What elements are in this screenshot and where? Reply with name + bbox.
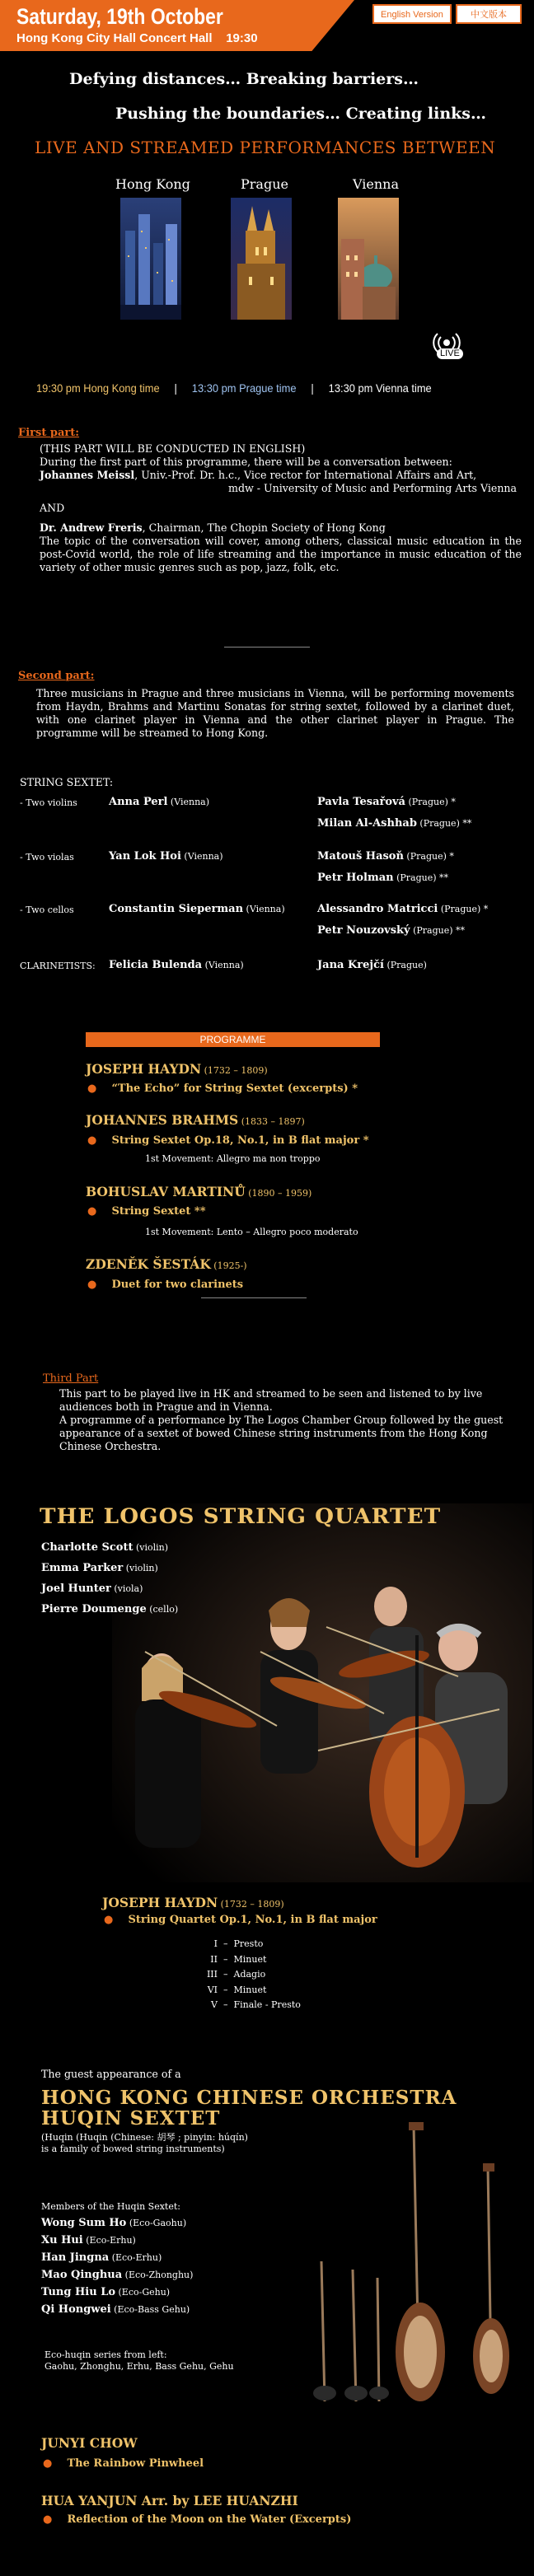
huqin-instruments-image xyxy=(280,2117,519,2422)
movement-name: Finale - Presto xyxy=(233,1999,301,2010)
programme-work-brahms xyxy=(87,1134,369,1148)
vienna-cellist-city: (Vienna) xyxy=(243,904,285,914)
programme-work-sestak xyxy=(87,1278,243,1293)
movement-row xyxy=(190,1998,301,2013)
vienna-violist-city: (Vienna) xyxy=(180,851,223,862)
prague-violist-1-name: Matouš Hasoň xyxy=(317,850,404,863)
prague-violinist-1-name: Pavla Tesařová xyxy=(317,796,405,808)
time-hong-kong: 19:30 pm Hong Kong time xyxy=(36,381,160,395)
and-label: AND xyxy=(40,502,65,514)
concert-venue xyxy=(16,30,258,47)
huqin-desc-1: (Huqin (Huqin (Chinese: 胡琴 ; pinyin: húqín) xyxy=(41,2132,248,2143)
vienna-violinist xyxy=(109,795,209,810)
tagline-1: Defying distances… Breaking barriers… xyxy=(69,70,419,88)
movement-dash: – xyxy=(223,1984,228,1995)
huqin-member xyxy=(41,2284,193,2301)
work-title: String Sextet ** xyxy=(111,1205,206,1218)
prague-cellist-1-city: (Prague) * xyxy=(438,904,489,914)
prague-clarinetist xyxy=(317,958,427,973)
huqin-members-label: Members of the Huqin Sextet: xyxy=(41,2201,180,2212)
prague-violinist-2-city: (Prague) ** xyxy=(416,818,472,829)
second-part-body: Three musicians in Prague and three musicians in Vienna, will be performing movements from Haydn, Brahms and Martinu Sonatas for string sextet, followed by a clarinet duet, with one clarinet player in Vienna and the other clarinet player in Prague. The programme will be streamed to Hong Kong. xyxy=(36,687,514,739)
composer-name: JOSEPH HAYDN xyxy=(86,1061,202,1077)
prague-cellist-1-name: Alessandro Matricci xyxy=(317,903,438,915)
huqin-piece-1-composer: JUNYI CHOW xyxy=(41,2435,138,2451)
movement-number: VI xyxy=(207,1984,218,1995)
vienna-violinist-name: Anna Perl xyxy=(109,796,168,808)
speaker-meissl-affiliation: mdw - University of Music and Performing Arts Vienna xyxy=(228,482,518,494)
huqin-member xyxy=(41,2232,193,2249)
bullet-icon: ● xyxy=(104,1914,114,1926)
prague-violist-1 xyxy=(317,849,454,864)
bullet-icon: ● xyxy=(87,1205,97,1218)
movement-name: Presto xyxy=(233,1938,264,1949)
member-instrument: (Eco-Zhonghu) xyxy=(122,2270,194,2280)
member-name: Charlotte Scott xyxy=(41,1541,134,1554)
prague-clarinetist-city: (Prague) xyxy=(383,960,427,970)
time-separator: | xyxy=(311,381,314,395)
vienna-violist-name: Yan Lok Hoi xyxy=(109,850,181,863)
member-name: Joel Hunter xyxy=(41,1583,111,1595)
movement-row xyxy=(190,1967,301,1983)
chinese-version-button[interactable]: 中文版本 xyxy=(456,4,522,24)
programme-work-martinu xyxy=(87,1204,206,1219)
huqin-title-line2: HUQIN SEXTET xyxy=(41,2107,221,2130)
huqin-series xyxy=(44,2349,234,2373)
vienna-dome-image xyxy=(338,198,399,320)
guest-intro: The guest appearance of a xyxy=(41,2068,181,2080)
composer-dates: (1732 – 1809) xyxy=(201,1065,268,1076)
huqin-piece-2-composer: HUA YANJUN Arr. by LEE HUANZHI xyxy=(41,2493,298,2508)
movement-name: Adagio xyxy=(233,1969,266,1980)
logos-member xyxy=(41,1537,178,1558)
huqin-series-1: Eco-huqin series from left: xyxy=(44,2349,167,2360)
prague-violist-1-city: (Prague) * xyxy=(403,851,454,862)
member-name: Emma Parker xyxy=(41,1562,124,1574)
prague-cathedral-image xyxy=(231,198,292,320)
concert-date: Saturday, 19th October xyxy=(16,4,223,29)
programme-composer-martinu xyxy=(86,1184,312,1201)
member-instrument: (viola) xyxy=(110,1583,143,1594)
huqin-piece-2-work xyxy=(43,2513,351,2527)
prague-cellist-1 xyxy=(317,902,488,917)
prague-violinist-2-name: Milan Al-Ashhab xyxy=(317,817,417,830)
movement-dash: – xyxy=(223,1999,228,2010)
prague-clarinetist-name: Jana Krejčí xyxy=(317,959,384,971)
programme-composer-sestak xyxy=(86,1256,247,1274)
huqin-member xyxy=(41,2266,193,2284)
huqin-series-2: Gaohu, Zhonghu, Erhu, Bass Gehu, Gehu xyxy=(44,2361,234,2372)
work-title: String Quartet Op.1, No.1, in B flat major xyxy=(128,1914,377,1926)
bullet-icon: ● xyxy=(43,2457,53,2470)
composer-name: JOSEPH HAYDN xyxy=(102,1895,218,1910)
bullet-icon: ● xyxy=(87,1082,97,1095)
movement-row xyxy=(190,1952,301,1968)
huqin-desc-2: is a family of bowed string instruments) xyxy=(41,2144,225,2154)
movement-number: V xyxy=(211,1999,218,2010)
movement-name: Minuet xyxy=(233,1984,267,1995)
role-violas: - Two violas xyxy=(20,852,74,863)
logos-member xyxy=(41,1599,178,1620)
prague-violist-2-name: Petr Holman xyxy=(317,872,394,884)
third-part-body xyxy=(59,1387,504,1453)
city-hong-kong: Hong Kong xyxy=(115,176,190,192)
work-title: “The Echo” for String Sextet (excerpts) * xyxy=(111,1082,358,1095)
speaker-freris-name: Dr. Andrew Freris xyxy=(40,521,143,534)
work-title: The Rainbow Pinwheel xyxy=(67,2457,204,2470)
prague-cellist-2-city: (Prague) ** xyxy=(410,925,466,936)
work-title: String Sextet Op.18, No.1, in B flat major * xyxy=(111,1134,369,1147)
member-instrument: (violin) xyxy=(133,1542,169,1553)
vienna-cellist-name: Constantin Sieperman xyxy=(109,903,244,915)
member-name: Mao Qinghua xyxy=(41,2269,123,2281)
logos-work xyxy=(104,1913,377,1928)
member-name: Xu Hui xyxy=(41,2234,83,2246)
first-part-body xyxy=(40,442,522,574)
member-name: Han Jingna xyxy=(41,2251,110,2264)
member-name: Wong Sum Ho xyxy=(41,2217,127,2229)
member-instrument: (violin) xyxy=(123,1563,158,1573)
member-name: Tung Hiu Lo xyxy=(41,2286,116,2298)
composer-dates: (1833 – 1897) xyxy=(238,1116,305,1127)
hong-kong-skyline-image xyxy=(120,198,181,320)
second-part-heading: Second part: xyxy=(18,670,95,682)
logos-member xyxy=(41,1558,178,1578)
speaker-freris-title: , Chairman, The Chopin Society of Hong Kong xyxy=(142,521,386,534)
prague-cellist-2 xyxy=(317,923,465,938)
speaker-meissl-name: Johannes Meissl xyxy=(40,469,135,481)
composer-name: ZDENĚK ŠESTÁK xyxy=(86,1256,211,1272)
conversation-topic: The topic of the conversation will cover, among others, classical music education in the post-Covid world, the role of life streaming and the importance in music education of the variety of other music genres such as pop, jazz, folk, etc. xyxy=(40,535,522,573)
movement-row xyxy=(190,1983,301,1999)
movement-number: III xyxy=(206,1969,218,1980)
vienna-violinist-city: (Vienna) xyxy=(167,797,210,807)
live-label: LIVE xyxy=(437,348,463,359)
logos-movements xyxy=(190,1937,301,2013)
headline: LIVE AND STREAMED PERFORMANCES BETWEEN xyxy=(35,138,496,157)
member-name: Qi Hongwei xyxy=(41,2303,111,2316)
work-title: Duet for two clarinets xyxy=(111,1279,244,1291)
programme-composer-brahms xyxy=(86,1112,305,1129)
composer-dates: (1925-) xyxy=(210,1260,247,1271)
string-sextet-label: STRING SEXTET: xyxy=(20,776,114,788)
movement-number: I xyxy=(213,1938,218,1949)
member-instrument: (Eco-Erhu) xyxy=(109,2252,162,2263)
third-part-p1: This part to be played live in HK and streamed to be seen and listened to by live audiences both in Prague and in Vienna. xyxy=(59,1387,483,1413)
venue-time: 19:30 xyxy=(226,31,258,45)
vienna-cellist xyxy=(109,902,285,917)
time-separator: | xyxy=(174,381,177,395)
speaker-freris xyxy=(40,521,522,535)
huqin-members xyxy=(41,2214,193,2318)
prague-violinist-2 xyxy=(317,816,471,831)
prague-violist-2 xyxy=(317,871,448,886)
member-name: Pierre Doumenge xyxy=(41,1603,147,1615)
vienna-clarinetist xyxy=(109,958,244,973)
movement-dash: – xyxy=(223,1938,228,1949)
speaker-meissl xyxy=(40,469,522,482)
programme-bar: PROGRAMME xyxy=(86,1032,380,1047)
prague-violinist-1-city: (Prague) * xyxy=(405,797,456,807)
first-part-heading: First part: xyxy=(18,427,80,439)
vienna-clarinetist-name: Felicia Bulenda xyxy=(109,959,203,971)
third-part-heading: Third Part xyxy=(43,1372,99,1385)
role-cellos: - Two cellos xyxy=(20,905,74,915)
programme-movement-martinu: 1st Movement: Lento – Allegro poco moderato xyxy=(145,1227,358,1237)
movement-dash: – xyxy=(223,1953,228,1965)
movement-row xyxy=(190,1937,301,1952)
huqin-member xyxy=(41,2249,193,2266)
tagline-2: Pushing the boundaries… Creating links… xyxy=(115,105,486,123)
city-prague: Prague xyxy=(241,176,288,192)
time-bar xyxy=(36,381,484,396)
speaker-meissl-title: , Univ.-Prof. Dr. h.c., Vice rector for International Affairs and Art, xyxy=(134,469,477,481)
bullet-icon: ● xyxy=(87,1134,97,1147)
vienna-clarinetist-city: (Vienna) xyxy=(202,960,244,970)
clarinetists-label: CLARINETISTS: xyxy=(20,961,96,971)
logos-composer xyxy=(102,1895,284,1912)
movement-name: Minuet xyxy=(233,1953,267,1965)
huqin-member xyxy=(41,2214,193,2232)
venue-name: Hong Kong City Hall Concert Hall xyxy=(16,31,213,45)
vienna-violist xyxy=(109,849,223,864)
bullet-icon: ● xyxy=(87,1279,97,1291)
member-instrument: (Eco-Gehu) xyxy=(115,2287,171,2298)
member-instrument: (cello) xyxy=(146,1604,179,1615)
time-prague: 13:30 pm Prague time xyxy=(191,381,297,395)
city-vienna: Vienna xyxy=(353,176,400,192)
composer-dates: (1890 – 1959) xyxy=(245,1188,312,1199)
header xyxy=(0,0,534,51)
section-divider xyxy=(224,647,310,648)
programme-composer-haydn xyxy=(86,1061,268,1078)
time-vienna: 13:30 pm Vienna time xyxy=(328,381,432,395)
prague-violinist-1 xyxy=(317,795,456,810)
movement-number: II xyxy=(210,1953,218,1965)
huqin-piece-1-work xyxy=(43,2457,204,2471)
member-instrument: (Eco-Erhu) xyxy=(82,2235,136,2246)
english-version-button[interactable]: English Version xyxy=(372,4,452,24)
third-part-p2: A programme of a performance by The Logos Chamber Group followed by the guest appearance of a sextet of bowed Chinese string instruments from the Hong Kong Chinese Orchestra. xyxy=(59,1414,504,1452)
bullet-icon: ● xyxy=(43,2513,53,2526)
logos-quartet-title: THE LOGOS STRING QUARTET xyxy=(40,1504,442,1528)
member-instrument: (Eco-Bass Gehu) xyxy=(110,2304,190,2315)
section-divider xyxy=(201,1297,307,1298)
composer-dates: (1732 – 1809) xyxy=(218,1899,284,1910)
composer-name: JOHANNES BRAHMS xyxy=(86,1112,239,1128)
member-instrument: (Eco-Gaohu) xyxy=(126,2218,187,2228)
work-title: Reflection of the Moon on the Water (Excerpts) xyxy=(67,2513,352,2526)
movement-dash: – xyxy=(223,1969,228,1980)
logos-member xyxy=(41,1578,178,1599)
role-violins: - Two violins xyxy=(20,797,77,808)
prague-cellist-2-name: Petr Nouzovský xyxy=(317,924,410,937)
first-part-language-note: (THIS PART WILL BE CONDUCTED IN ENGLISH) xyxy=(40,442,306,455)
programme-movement-brahms: 1st Movement: Allegro ma non troppo xyxy=(145,1153,321,1164)
programme-work-haydn xyxy=(87,1082,358,1096)
first-part-intro: During the first part of this programme, there will be a conversation between: xyxy=(40,456,452,468)
huqin-member xyxy=(41,2301,193,2318)
huqin-description xyxy=(41,2132,248,2155)
logos-members xyxy=(41,1537,178,1620)
prague-violist-2-city: (Prague) ** xyxy=(393,872,449,883)
huqin-title-line1: HONG KONG CHINESE ORCHESTRA xyxy=(41,2087,457,2109)
composer-name: BOHUSLAV MARTINŮ xyxy=(86,1184,246,1199)
